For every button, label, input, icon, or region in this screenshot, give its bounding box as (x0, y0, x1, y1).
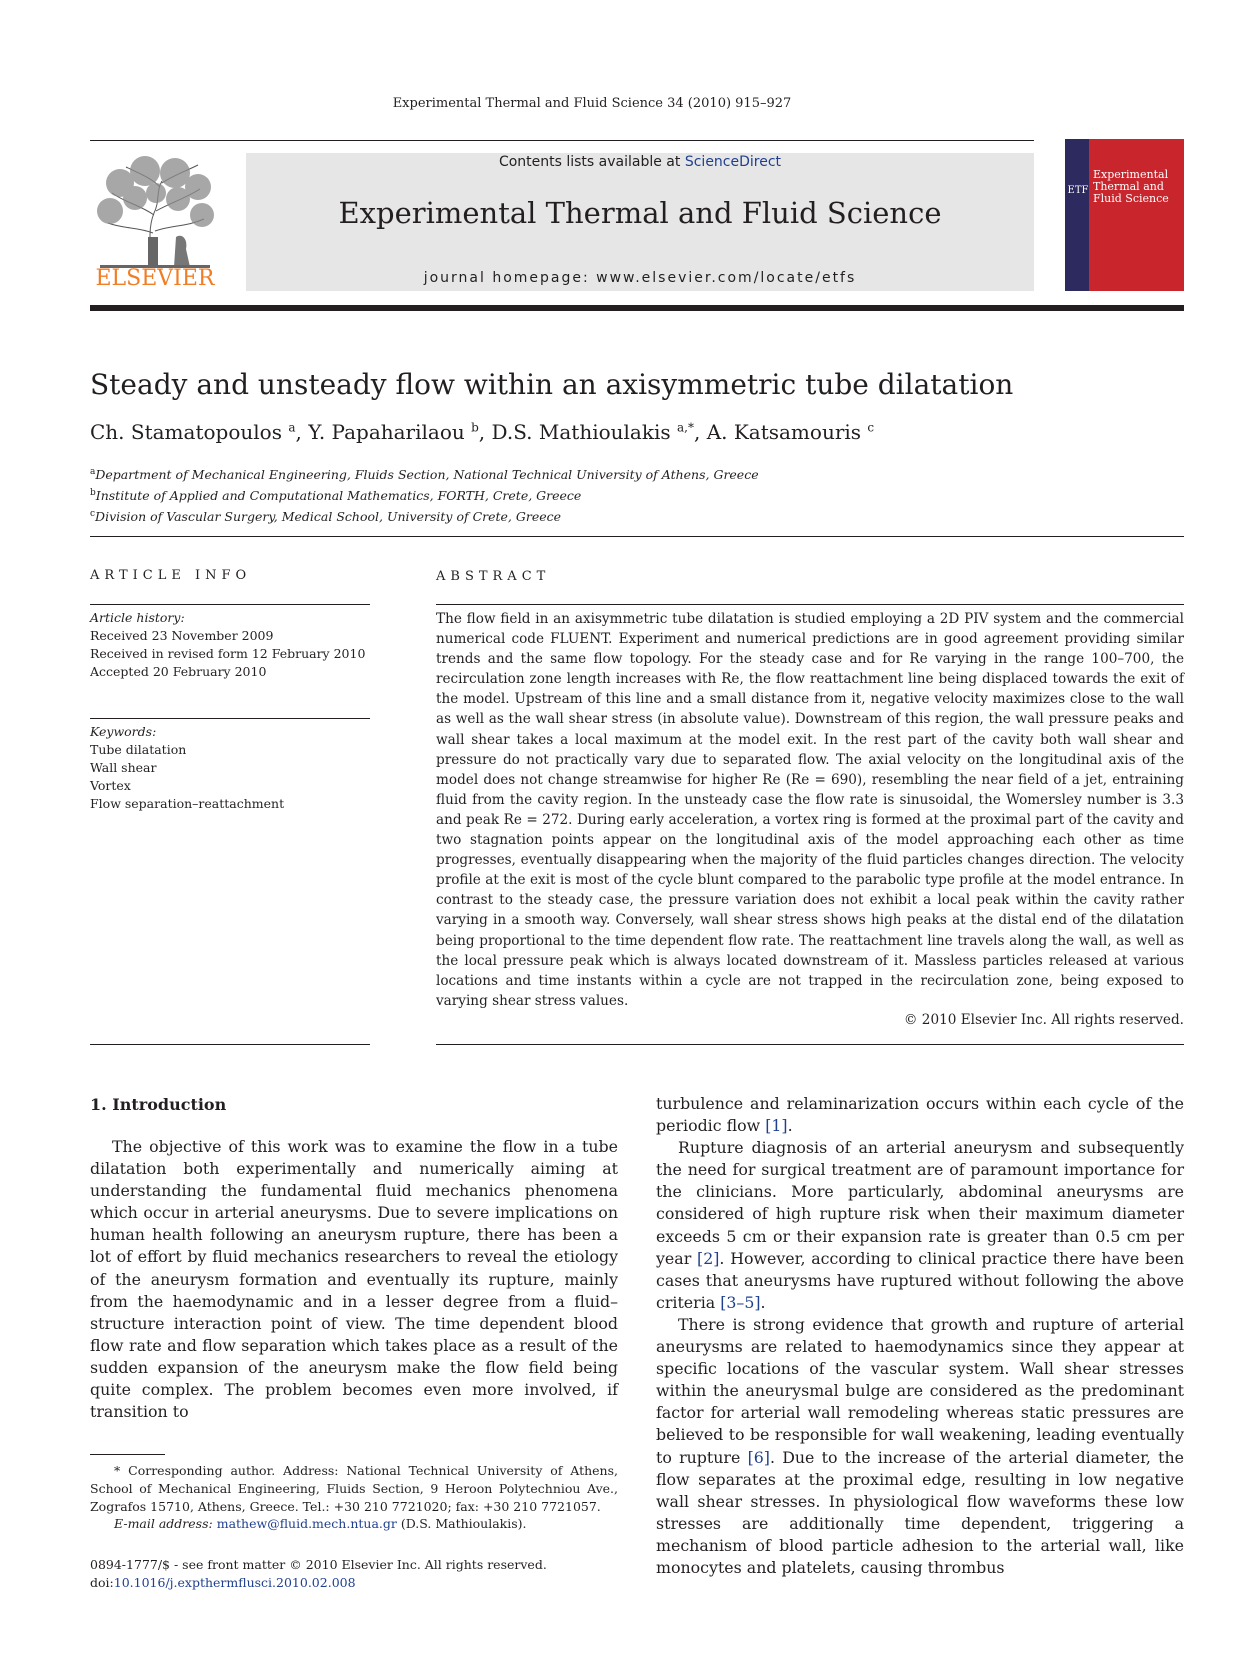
body-paragraph: Rupture diagnosis of an arterial aneurysm and subsequently the need for surgical treatment are of paramount importance for the clinicians. More particularly, abdominal aneurysms are considered of high rupture risk when their maximum diameter exceeds 5 cm or their expansion rate is greater than 0.5 cm per year [2]. However, according to clinical practice there have been cases that aneurysms have ruptured without following the above criteria [3–5]. (656, 1138, 1184, 1312)
email-line (114, 1516, 527, 1531)
article-info-rule (90, 1044, 370, 1045)
citation-link[interactable]: [6] (747, 1447, 770, 1467)
right-column (656, 1093, 1184, 1579)
keyword-item: Vortex (90, 778, 131, 793)
doi-label: doi: (90, 1575, 114, 1590)
affiliation-item (90, 463, 759, 484)
keywords (90, 723, 284, 813)
keyword-item: Tube dilatation (90, 742, 187, 757)
cover-strip (1065, 139, 1089, 291)
doi-line (90, 1574, 547, 1592)
author-name: A. Katsamouris (706, 420, 862, 444)
body-paragraph: There is strong evidence that growth and rupture of arterial aneurysms are related to haemodynamics since they appear at specific locations of the vascular system. Wall shear stresses within the aneurysmal bulge are considered as the predominant factor for arterial wall remodeling whereas static pressures are believed to be responsible for wall weakening, leading eventually to rupture [6]. Due to the increase of the arterial diameter, the flow separates at the proximal edge, resulting in low negative wall shear stresses. In physiological flow waveforms these low stresses are additionally time dependent, triggering a mechanism of blood particle adhesion to the arterial wall, like monocytes and platelets, causing thrombus (656, 1314, 1185, 1577)
elsevier-wordmark: ELSEVIER (95, 266, 215, 291)
journal-title: Experimental Thermal and Fluid Science (338, 196, 942, 230)
author-name: D.S. Mathioulakis (491, 420, 671, 444)
author-name: Ch. Stamatopoulos (90, 420, 282, 444)
affiliation-text: Division of Vascular Surgery, Medical School, University of Crete, Greece (95, 509, 562, 525)
affiliation-list (90, 463, 759, 526)
paragraph-text: Due to the increase of the arterial diameter, the flow separates at the proximal edge, resulting in low negative wall shear stresses. In physiological flow waveforms these low stresses are additionally time dependent, triggering a mechanism of blood particle adhesion to the arterial wall, like monocytes and platelets, causing thrombus (656, 1447, 1185, 1577)
abstract-rule (436, 604, 1184, 605)
history-item: Received 23 November 2009 (90, 628, 274, 643)
paragraph-text: However, according to clinical practice there have been cases that aneurysms have ruptured without following the above criteria (656, 1248, 1184, 1312)
history-label: Article history: (90, 610, 185, 625)
running-head: Experimental Thermal and Fluid Science 34 (2010) 915–927 (392, 96, 792, 111)
affiliation-text: Institute of Applied and Computational Mathematics, FORTH, Crete, Greece (95, 488, 582, 504)
corresponding-author-footnote: * Corresponding author. Address: National Technical University of Athens, School of Mechanical Engineering, Fluids Section, 9 Heroon Polytechniou Ave., Zografos 15710, Athens, Greece. Tel.: +30 210 7721020; fax: +30 210 7721057. (90, 1463, 618, 1514)
abstract-rule (436, 1044, 1184, 1045)
paragraph-text: There is strong evidence that growth and rupture of arterial aneurysms are related to haemodynamics since they appear at specific locations of the vascular system. Wall shear stresses within the aneurysmal bulge are considered as the predominant factor for arterial wall remodeling whereas static pressures are believed to be responsible for wall weakening, leading eventually to rupture (656, 1314, 1184, 1467)
contents-prefix: Contents lists available at (498, 154, 681, 170)
email-link[interactable]: mathew@fluid.mech.ntua.gr (216, 1516, 397, 1531)
contents-line (246, 154, 1034, 170)
history-item: Received in revised form 12 February 2010 (90, 646, 366, 661)
email-owner: (D.S. Mathioulakis). (400, 1516, 527, 1531)
abstract-copyright: © 2010 Elsevier Inc. All rights reserved. (903, 1012, 1184, 1028)
article-info-heading: ARTICLE INFO (90, 568, 252, 583)
author-affil-mark[interactable]: a (288, 420, 296, 435)
keyword-item: Wall shear (90, 760, 157, 775)
cover-abbrev: ETF (1067, 185, 1089, 196)
abstract-text: The flow field in an axisymmetric tube dilatation is studied employing a 2D PIV system and the commercial numerical code FLUENT. Experiment and numerical predictions are in good agreement providing similar trends and the same flow topology. For the steady case and for Re varying in the range 100–700, the recirculation zone length increases with Re, the flow reattachment line being displaced towards the exit of the model. Upstream of this line and a small distance from it, negative velocity maximizes close to the wall as well as the wall shear stress (in absolute value). Downstream of this region, the wall pressure peaks and wall shear takes a local maximum at the model exit. In the rest part of the cavity both wall shear and pressure do not practically vary due to separated flow. The axial velocity on the longitudinal axis of the model does not change streamwise for higher Re (Re = 690), resembling the near field of a jet, entraining fluid from the cavity region. In the unsteady case the flow rate is sinusoidal, the Womersley number is 3.3 and peak Re = 272. During early acceleration, a vortex ring is formed at the proximal part of the cavity and two stagnation points appear on the longitudinal axis of the model approaching each other as time progresses, eventually disappearing when the majority of the fluid particles changes direction. The velocity profile at the exit is most of the cycle blunt compared to the parabolic type profile at the model entrance. In contrast to the steady case, the pressure variation does not exhibit a local peak within the cavity rather varying in a smooth way. Conversely, wall shear stress shows high peaks at the distal end of the dilatation being proportional to the time dependent flow rate. The reattachment line travels along the wall, as well as the local pressure peak which is always located downstream of it. Massless particles released at various locations and time instants within a cycle are not trapped in the recirculation zone, being exposed to varying shear stress values. (436, 611, 1184, 1009)
cover-title: Experimental Thermal and Fluid Science (1093, 168, 1169, 205)
author-list: Ch. Stamatopoulos $^a$, Y. Papaharilaou $^b$, D.S. Mathioulakis $^{a,*}$, A. Katsamouris $^c$ (90, 420, 875, 444)
affiliation-mark: c (90, 509, 96, 520)
citation-link[interactable]: [2] (697, 1248, 720, 1268)
email-label: E-mail address: (114, 1516, 213, 1531)
affiliation-item (90, 484, 759, 505)
sciencedirect-link[interactable]: ScienceDirect (684, 154, 782, 170)
article-info-rule (90, 718, 370, 719)
section-heading-introduction: 1. Introduction (90, 1095, 227, 1114)
front-matter-text: 0894-1777/$ - see front matter © 2010 Elsevier Inc. All rights reserved. (90, 1557, 547, 1572)
history-item: Accepted 20 February 2010 (90, 664, 267, 679)
doi-link[interactable]: 10.1016/j.expthermflusci.2010.02.008 (113, 1575, 356, 1590)
author-name: Y. Papaharilaou (308, 420, 465, 444)
affiliation-item (90, 505, 759, 526)
paragraph-text: turbulence and relaminarization occurs within each cycle of the periodic flow (656, 1094, 1184, 1136)
citation-link[interactable]: [3–5] (720, 1292, 761, 1312)
journal-homepage[interactable]: journal homepage: www.elsevier.com/locate/etfs (423, 270, 857, 286)
footnote-rule (90, 1454, 165, 1455)
body-paragraph: turbulence and relaminarization occurs within each cycle of the periodic flow [1]. (656, 1094, 1184, 1136)
top-rule (90, 140, 1034, 141)
affiliation-rule (90, 536, 1184, 537)
cover-main (1089, 139, 1184, 291)
author-affil-mark[interactable]: b (471, 420, 479, 435)
article-info-rule (90, 604, 370, 605)
front-matter (90, 1556, 547, 1592)
abstract-heading: ABSTRACT (436, 569, 551, 584)
paragraph-text: Rupture diagnosis of an arterial aneurysm and subsequently the need for surgical treatment are of paramount importance for the clinicians. More particularly, abdominal aneurysms are considered of high rupture risk when their maximum diameter exceeds 5 cm or their expansion rate is greater than 0.5 cm per year (656, 1138, 1184, 1268)
citation-link[interactable]: [1] (765, 1116, 788, 1136)
author-affil-mark[interactable]: a,* (677, 420, 694, 435)
paper-title: Steady and unsteady flow within an axisymmetric tube dilatation (90, 368, 1014, 401)
keyword-item: Flow separation–reattachment (90, 796, 285, 811)
journal-cover-thumbnail (1065, 139, 1184, 291)
affiliation-text: Department of Mechanical Engineering, Fluids Section, National Technical University of Athens, Greece (95, 467, 759, 483)
article-history (90, 609, 365, 681)
body-paragraph: The objective of this work was to examine the flow in a tube dilatation both experimentally and numerically aiming at understanding the fundamental fluid mechanics phenomena which occur in arterial aneurysms. Due to severe implications on human health following an aneurysm rupture, there has been a lot of effort by fluid mechanics researchers to reveal the etiology of the aneurysm formation and eventually its rupture, mainly from the haemodynamic and in a lesser degree from a fluid–structure interaction point of view. The time dependent blood flow rate and flow separation which takes place as a result of the sudden expansion of the aneurysm make the flow field being quite complex. The problem becomes even more involved, if transition to (90, 1137, 618, 1422)
keywords-label: Keywords: (90, 724, 157, 739)
affiliation-mark: b (90, 488, 96, 499)
author-affil-mark[interactable]: c (867, 420, 875, 435)
affiliation-mark: a (90, 467, 96, 477)
header-thick-rule (90, 305, 1184, 311)
